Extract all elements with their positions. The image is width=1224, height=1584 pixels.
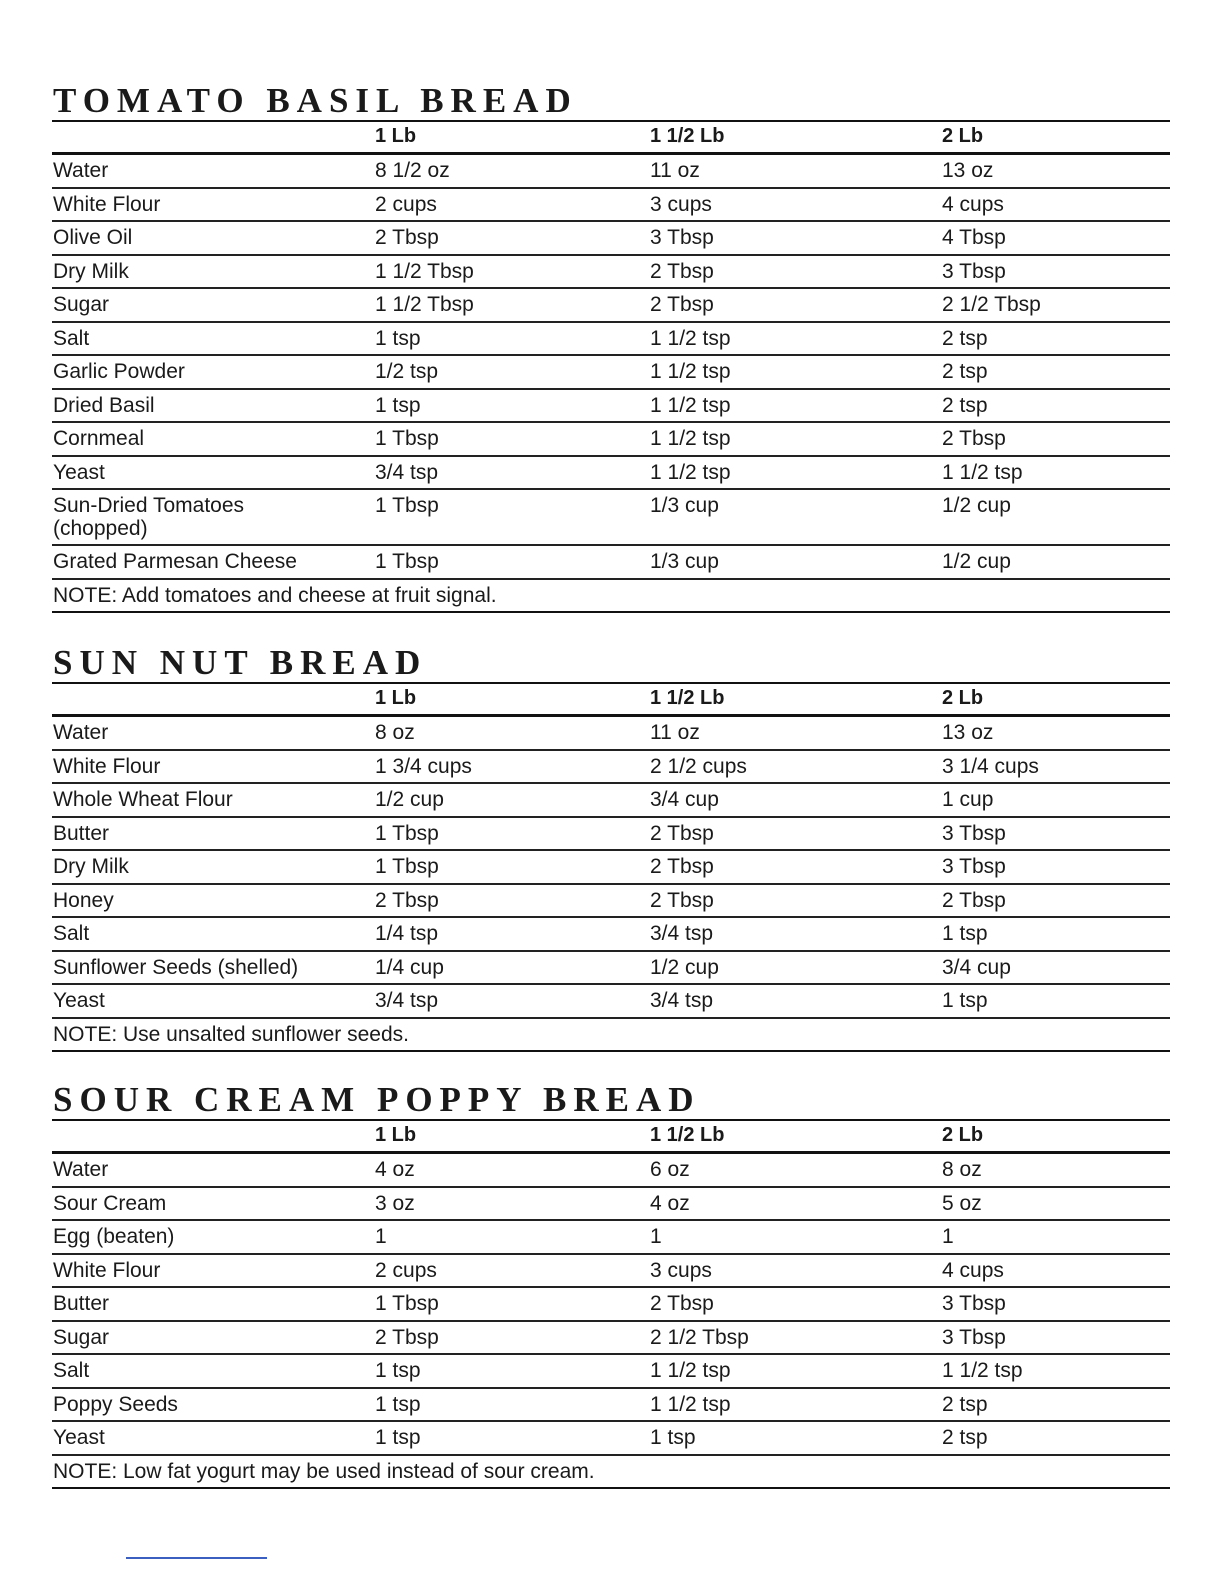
recipe-title: SUN NUT BREAD xyxy=(53,643,428,682)
ingredient-amount: 2 Tbsp xyxy=(650,855,714,878)
footer-rule xyxy=(126,1557,267,1559)
ingredient-amount: 1 Tbsp xyxy=(375,494,439,517)
table-row xyxy=(52,1320,1170,1354)
ingredient-amount: 1/2 cup xyxy=(942,494,1011,517)
table-row xyxy=(52,254,1170,288)
table-header-row xyxy=(52,120,1170,152)
ingredient-name: Butter xyxy=(53,1292,110,1315)
ingredient-amount: 1 1/2 tsp xyxy=(650,1392,731,1416)
table-row xyxy=(52,1186,1170,1220)
header-loaf-size: 1 Lb xyxy=(375,687,417,709)
recipe-note: NOTE: Low fat yogurt may be used instead of sour cream. xyxy=(53,1459,595,1483)
ingredient-amount: 1 tsp xyxy=(375,1392,421,1416)
ingredient-name: White Flour xyxy=(53,192,161,216)
ingredient-amount: 3 Tbsp xyxy=(942,821,1006,845)
table-row xyxy=(52,749,1170,783)
ingredient-amount: 1 1/2 Tbsp xyxy=(375,259,474,283)
table-row xyxy=(52,916,1170,950)
ingredient-name: Sunflower Seeds (shelled) xyxy=(53,955,299,979)
ingredient-amount: 1 3/4 cups xyxy=(375,754,472,778)
table-row xyxy=(52,187,1170,221)
header-loaf-size: 1 1/2 Lb xyxy=(650,687,725,709)
ingredient-amount: 3 Tbsp xyxy=(942,855,1006,878)
ingredient-name: Yeast xyxy=(53,1426,105,1449)
ingredient-amount: 11 oz xyxy=(650,159,700,182)
ingredient-amount: 2 Tbsp xyxy=(650,1292,714,1315)
ingredient-amount: 1 cup xyxy=(942,788,994,811)
ingredient-amount: 11 oz xyxy=(650,721,700,744)
ingredient-amount: 1/2 cup xyxy=(942,550,1011,573)
ingredient-name: Egg (beaten) xyxy=(53,1225,175,1248)
ingredient-amount: 1 Tbsp xyxy=(375,1292,439,1315)
ingredient-amount: 3 cups xyxy=(650,192,712,216)
ingredient-amount: 1 tsp xyxy=(942,922,988,945)
ingredient-amount: 2 Tbsp xyxy=(650,821,714,845)
ingredient-amount: 1 1/2 tsp xyxy=(650,393,731,417)
ingredient-name: Sour Cream xyxy=(53,1191,167,1215)
ingredient-name: Sun-Dried Tomatoes (chopped) xyxy=(53,494,245,540)
ingredient-amount: 1 1/2 tsp xyxy=(650,326,731,350)
ingredient-amount: 1/4 tsp xyxy=(375,922,439,945)
ingredient-amount: 1 1/2 Tbsp xyxy=(375,293,474,316)
ingredient-amount: 1/2 cup xyxy=(650,955,719,979)
recipe-title: TOMATO BASIL BREAD xyxy=(53,81,578,120)
ingredient-amount: 1 1/2 tsp xyxy=(650,1359,731,1382)
recipe-note: NOTE: Use unsalted sunflower seeds. xyxy=(53,1022,409,1046)
ingredient-amount: 1 Tbsp xyxy=(375,427,439,450)
ingredient-amount: 1 tsp xyxy=(375,1426,421,1449)
table-row xyxy=(52,816,1170,850)
table-row xyxy=(52,388,1170,422)
ingredient-amount: 13 oz xyxy=(942,721,994,744)
ingredient-amount: 1/3 cup xyxy=(650,494,719,517)
table-row xyxy=(52,983,1170,1017)
ingredient-amount: 1 1/2 tsp xyxy=(942,460,1023,484)
ingredient-name: Dry Milk xyxy=(53,259,129,283)
ingredient-amount: 2 Tbsp xyxy=(650,888,714,912)
table-row xyxy=(52,883,1170,917)
ingredient-amount: 2 tsp xyxy=(942,326,988,350)
ingredient-name: Sugar xyxy=(53,293,110,316)
ingredient-name: Honey xyxy=(53,888,114,912)
recipe-note: NOTE: Add tomatoes and cheese at fruit signal. xyxy=(53,583,497,607)
ingredient-amount: 2 tsp xyxy=(942,1392,988,1416)
header-loaf-size: 2 Lb xyxy=(942,687,984,709)
ingredient-name: Yeast xyxy=(53,989,105,1012)
header-loaf-size: 2 Lb xyxy=(942,125,984,147)
ingredient-name: Water xyxy=(53,159,109,182)
ingredient-amount: 5 oz xyxy=(942,1191,982,1215)
ingredient-amount: 1 1/2 tsp xyxy=(650,360,731,383)
ingredient-amount: 8 1/2 oz xyxy=(375,159,450,182)
ingredient-amount: 3 Tbsp xyxy=(942,259,1006,283)
ingredient-amount: 3/4 tsp xyxy=(375,989,439,1012)
ingredient-name: Whole Wheat Flour xyxy=(53,788,233,811)
ingredient-amount: 3/4 cup xyxy=(942,955,1011,979)
ingredient-amount: 1 tsp xyxy=(942,989,988,1012)
ingredient-amount: 8 oz xyxy=(942,1158,982,1181)
ingredient-amount: 1 xyxy=(650,1225,662,1248)
ingredient-amount: 2 Tbsp xyxy=(650,259,714,283)
header-loaf-size: 2 Lb xyxy=(942,1124,984,1146)
note-row xyxy=(52,1017,1170,1052)
header-loaf-size: 1 1/2 Lb xyxy=(650,125,725,147)
ingredient-amount: 4 oz xyxy=(650,1191,690,1215)
ingredient-amount: 13 oz xyxy=(942,159,994,182)
ingredient-name: Grated Parmesan Cheese xyxy=(53,550,297,573)
ingredient-amount: 2 Tbsp xyxy=(375,226,439,249)
table-row xyxy=(52,421,1170,455)
ingredient-amount: 1 Tbsp xyxy=(375,855,439,878)
table-row xyxy=(52,1219,1170,1253)
ingredient-name: Salt xyxy=(53,922,90,945)
ingredient-name: Water xyxy=(53,1158,109,1181)
ingredient-amount: 3/4 tsp xyxy=(375,460,439,484)
ingredient-name: Sugar xyxy=(53,1325,110,1349)
ingredient-amount: 1/2 tsp xyxy=(375,360,439,383)
table-header-row xyxy=(52,1119,1170,1151)
ingredient-amount: 3 Tbsp xyxy=(942,1325,1006,1349)
ingredient-amount: 1 tsp xyxy=(375,326,421,350)
table-row xyxy=(52,488,1170,544)
ingredient-name: Dried Basil xyxy=(53,393,155,417)
ingredient-amount: 2 1/2 Tbsp xyxy=(650,1325,749,1349)
ingredient-name: Garlic Powder xyxy=(53,360,185,383)
table-row xyxy=(52,1353,1170,1387)
ingredient-amount: 6 oz xyxy=(650,1158,690,1181)
table-row xyxy=(52,1253,1170,1287)
ingredient-amount: 4 cups xyxy=(942,192,1004,216)
ingredient-amount: 8 oz xyxy=(375,721,415,744)
table-row xyxy=(52,321,1170,355)
ingredient-amount: 1/2 cup xyxy=(375,788,444,811)
table-row xyxy=(52,1151,1170,1186)
note-row xyxy=(52,578,1170,613)
ingredient-amount: 1 tsp xyxy=(375,393,421,417)
table-row xyxy=(52,455,1170,489)
ingredient-amount: 1 tsp xyxy=(650,1426,696,1449)
note-row xyxy=(52,1454,1170,1489)
table-row xyxy=(52,1286,1170,1320)
ingredient-name: Water xyxy=(53,721,109,744)
recipe-sour-cream-poppy-bread xyxy=(52,1081,1170,1489)
table-row xyxy=(52,1420,1170,1454)
header-loaf-size: 1 1/2 Lb xyxy=(650,1124,725,1146)
table-row xyxy=(52,354,1170,388)
ingredient-amount: 3/4 tsp xyxy=(650,989,714,1012)
ingredient-amount: 1 1/2 tsp xyxy=(650,427,731,450)
ingredient-amount: 2 tsp xyxy=(942,1426,988,1449)
ingredient-amount: 1 xyxy=(375,1225,387,1248)
ingredient-name: White Flour xyxy=(53,1258,161,1282)
recipe-tomato-basil-bread xyxy=(52,82,1170,613)
ingredient-name: Butter xyxy=(53,821,110,845)
ingredient-amount: 1 tsp xyxy=(375,1359,421,1382)
table-row xyxy=(52,220,1170,254)
ingredient-amount: 1/3 cup xyxy=(650,550,719,573)
ingredient-amount: 2 tsp xyxy=(942,360,988,383)
table-row xyxy=(52,1387,1170,1421)
ingredient-amount: 3/4 tsp xyxy=(650,922,714,945)
table-row xyxy=(52,950,1170,984)
ingredient-amount: 2 Tbsp xyxy=(942,888,1006,912)
ingredient-name: Olive Oil xyxy=(53,226,133,249)
ingredient-name: Poppy Seeds xyxy=(53,1392,178,1416)
table-row xyxy=(52,849,1170,883)
ingredient-amount: 3 Tbsp xyxy=(650,226,714,249)
ingredient-amount: 4 Tbsp xyxy=(942,226,1006,249)
ingredient-amount: 3 1/4 cups xyxy=(942,754,1039,778)
ingredient-amount: 1 xyxy=(942,1225,954,1248)
ingredient-name: Dry Milk xyxy=(53,855,129,878)
ingredient-name: White Flour xyxy=(53,754,161,778)
ingredient-amount: 3 Tbsp xyxy=(942,1292,1006,1315)
ingredient-name: Yeast xyxy=(53,460,105,484)
table-row xyxy=(52,544,1170,578)
ingredient-amount: 2 Tbsp xyxy=(375,888,439,912)
table-row xyxy=(52,782,1170,816)
ingredient-name: Salt xyxy=(53,326,90,350)
ingredient-amount: 3 oz xyxy=(375,1191,415,1215)
ingredient-amount: 4 oz xyxy=(375,1158,415,1181)
ingredient-amount: 2 1/2 cups xyxy=(650,754,747,778)
table-row xyxy=(52,714,1170,749)
ingredient-name: Cornmeal xyxy=(53,427,145,450)
recipe-title: SOUR CREAM POPPY BREAD xyxy=(53,1080,701,1119)
table-row xyxy=(52,152,1170,187)
ingredient-amount: 1 Tbsp xyxy=(375,821,439,845)
ingredient-amount: 1 1/2 tsp xyxy=(650,460,731,484)
ingredient-amount: 1 Tbsp xyxy=(375,550,439,573)
ingredient-amount: 2 Tbsp xyxy=(942,427,1006,450)
ingredient-amount: 3/4 cup xyxy=(650,788,719,811)
header-loaf-size: 1 Lb xyxy=(375,125,417,147)
ingredient-amount: 2 tsp xyxy=(942,393,988,417)
ingredient-amount: 2 cups xyxy=(375,192,437,216)
ingredient-name: Salt xyxy=(53,1359,90,1382)
ingredient-amount: 1 1/2 tsp xyxy=(942,1359,1023,1382)
table-row xyxy=(52,287,1170,321)
ingredient-amount: 3 cups xyxy=(650,1258,712,1282)
ingredient-amount: 2 1/2 Tbsp xyxy=(942,293,1041,316)
header-loaf-size: 1 Lb xyxy=(375,1124,417,1146)
ingredient-amount: 2 Tbsp xyxy=(650,293,714,316)
ingredient-amount: 2 cups xyxy=(375,1258,437,1282)
ingredient-amount: 4 cups xyxy=(942,1258,1004,1282)
table-header-row xyxy=(52,682,1170,714)
ingredient-amount: 1/4 cup xyxy=(375,955,444,979)
recipe-sun-nut-bread xyxy=(52,644,1170,1052)
ingredient-amount: 2 Tbsp xyxy=(375,1325,439,1349)
